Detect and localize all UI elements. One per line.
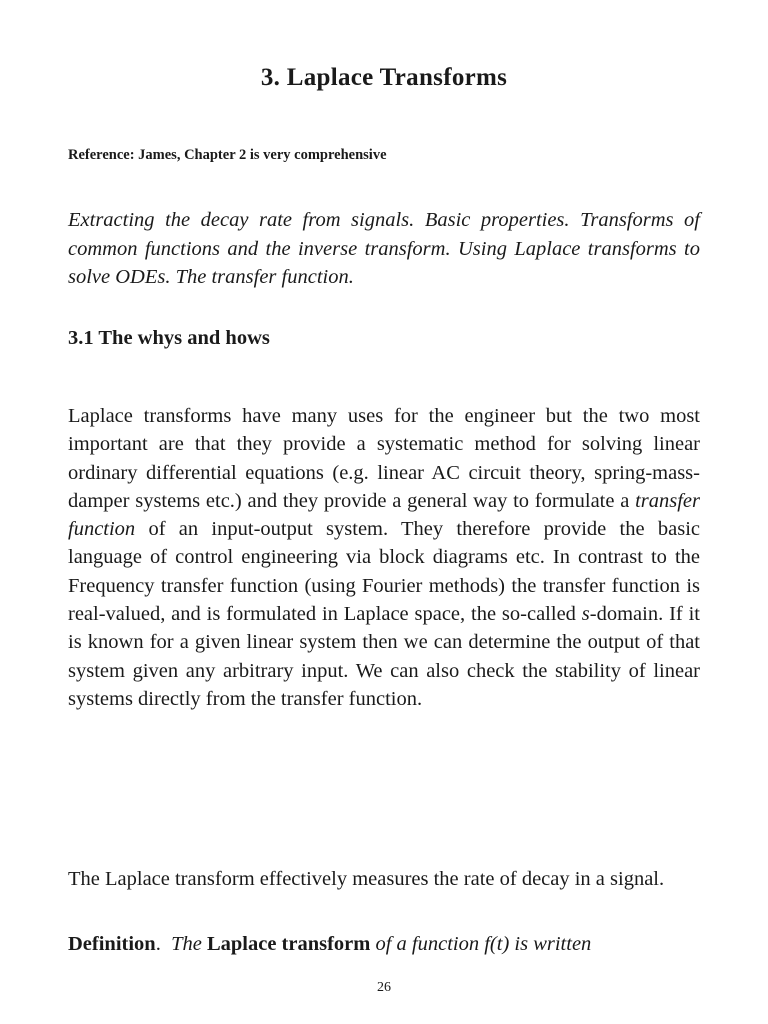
chapter-title: 3. Laplace Transforms (260, 64, 508, 91)
definition-term: Laplace transform (206, 933, 371, 955)
body-text-part-1: Laplace transforms have many uses for the engineer but the two most important are that they provide a systematic method for solving linear ordinary differential equations (e.g. linear AC circuit theory, spring-mass-damper systems etc.) and they provide a general way to formulate a (68, 405, 700, 512)
body-paragraph (68, 402, 700, 713)
body-text-part-3: -domain. If it is known for a given linear system then we can determine the output of that system given any arbitrary input. We can also check the stability of linear systems directly from the transfer function. (68, 603, 700, 710)
definition-label: Definition (68, 933, 156, 955)
definition-label-period: . (155, 933, 161, 955)
section-heading: 3.1 The whys and hows (68, 327, 270, 349)
definition-rest: of a function f(t) is written (375, 933, 592, 955)
page-number: 26 (377, 980, 391, 995)
body-emphasis-s: s (581, 603, 590, 626)
decay-sentence: The Laplace transform effectively measures the rate of decay in a signal. (68, 868, 665, 890)
definition-lead: The (171, 933, 202, 955)
chapter-abstract: Extracting the decay rate from signals. Basic properties. Transforms of common functions and the inverse transform. Using Laplace transforms to solve ODEs. The transfer function. (68, 209, 700, 288)
document-page (68, 0, 700, 1024)
body-emphasis-transfer-function: transfer function (68, 489, 700, 541)
definition-line (68, 933, 700, 956)
body-text-part-2: of an input-output system. They therefore provide the basic language of control engineering via block diagrams etc. In contrast to the Frequency transfer function (using Fourier methods) the transfer function is real-valued, and is formulated in Laplace space, the so-called (68, 518, 700, 626)
reference-note: Reference: James, Chapter 2 is very comprehensive (68, 147, 387, 163)
